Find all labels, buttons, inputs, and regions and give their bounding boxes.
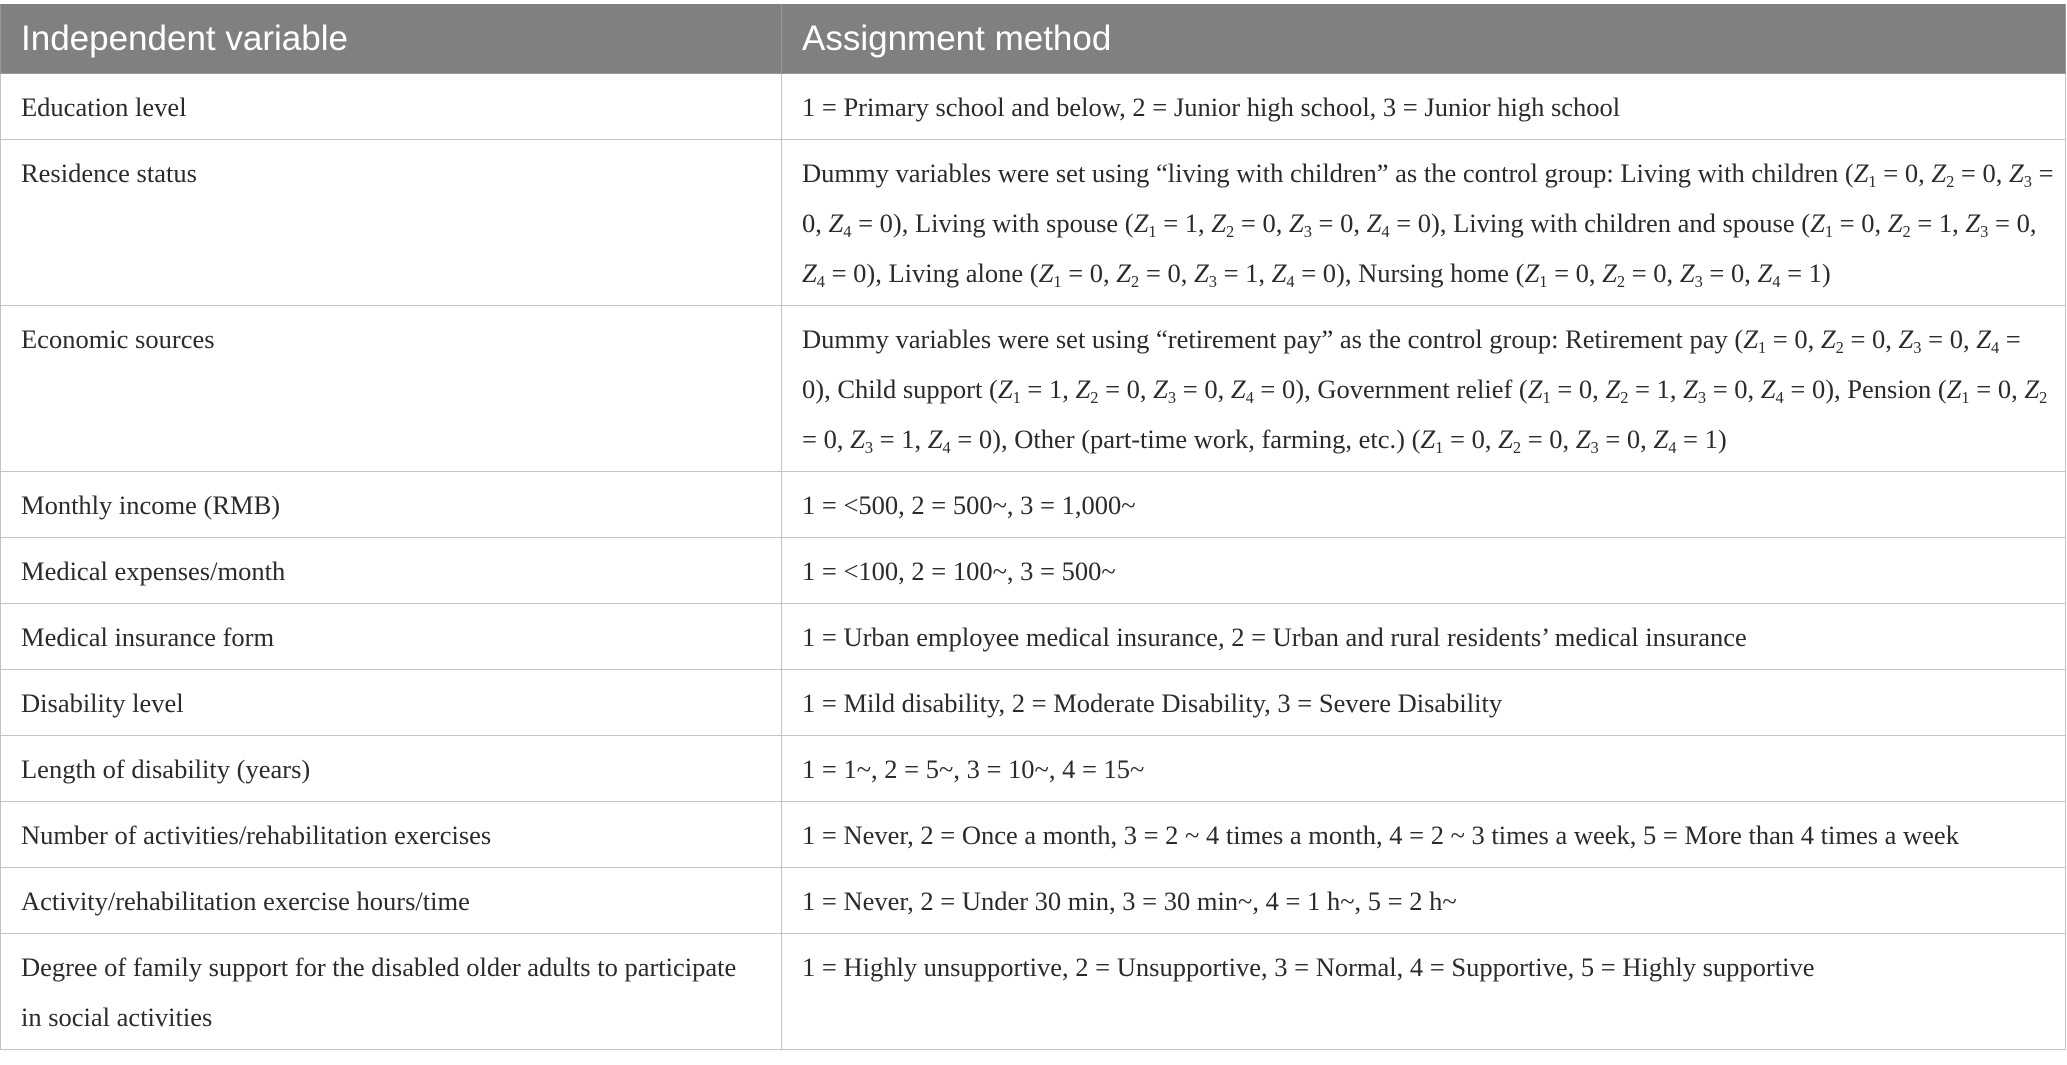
independent-variable-cell: Residence status — [1, 140, 782, 306]
z-variable: $Z_1$ — [1810, 208, 1834, 241]
z-variable: $Z_1$ — [1527, 374, 1551, 407]
z-variable: $Z_4$ — [1760, 374, 1784, 407]
z-variable: $Z_2$ — [1075, 374, 1099, 407]
z-variable: $Z_3$ — [1965, 208, 1989, 241]
assignment-method-cell: 1 = 1~, 2 = 5~, 3 = 10~, 4 = 15~ — [782, 736, 2066, 802]
z-variable: $Z_1$ — [1038, 258, 1062, 291]
table-row — [1, 604, 2066, 670]
z-variable: $Z_1$ — [1524, 258, 1548, 291]
table-row — [1, 74, 2066, 140]
assignment-method-cell: 1 = <500, 2 = 500~, 3 = 1,000~ — [782, 472, 2066, 538]
header-independent-variable: Independent variable — [1, 5, 782, 74]
z-variable: $Z_4$ — [1653, 424, 1677, 457]
z-variable: $Z_1$ — [1853, 158, 1877, 191]
independent-variable-cell: Length of disability (years) — [1, 736, 782, 802]
independent-variable-cell: Number of activities/rehabilitation exercises — [1, 802, 782, 868]
z-variable: $Z_1$ — [1420, 424, 1444, 457]
z-variable: $Z_1$ — [1946, 374, 1970, 407]
table-row — [1, 306, 2066, 472]
independent-variable-cell: Disability level — [1, 670, 782, 736]
z-variable: $Z_3$ — [1193, 258, 1217, 291]
header-assignment-method: Assignment method — [782, 5, 2066, 74]
z-variable: $Z_4$ — [927, 424, 951, 457]
z-variable: $Z_3$ — [2009, 158, 2032, 191]
independent-variable-cell: Medical insurance form — [1, 604, 782, 670]
independent-variable-cell: Medical expenses/month — [1, 538, 782, 604]
table-row — [1, 934, 2066, 1050]
table-body — [1, 74, 2066, 1050]
z-variable: $Z_4$ — [828, 208, 852, 241]
z-variable: $Z_2$ — [1602, 258, 1626, 291]
z-variable: $Z_2$ — [1116, 258, 1140, 291]
header-row — [1, 5, 2066, 74]
z-variable: $Z_1$ — [1743, 324, 1767, 357]
z-variable: $Z_2$ — [1605, 374, 1629, 407]
independent-variable-cell: Economic sources — [1, 306, 782, 472]
table-row — [1, 670, 2066, 736]
assignment-method-cell: 1 = Primary school and below, 2 = Junior high school, 3 = Junior high school — [782, 74, 2066, 140]
z-variable: $Z_4$ — [1271, 258, 1295, 291]
table-row — [1, 802, 2066, 868]
z-variable: $Z_4$ — [1757, 258, 1781, 291]
assignment-method-cell: 1 = Mild disability, 2 = Moderate Disability, 3 = Severe Disability — [782, 670, 2066, 736]
z-variable: $Z_3$ — [1679, 258, 1703, 291]
assignment-method-cell: 1 = Highly unsupportive, 2 = Unsupportive, 3 = Normal, 4 = Supportive, 5 = Highly supportive — [782, 934, 2066, 1050]
independent-variable-cell: Degree of family support for the disabled older adults to participate in social activities — [1, 934, 782, 1050]
table-row — [1, 472, 2066, 538]
z-variable: $Z_3$ — [1898, 324, 1922, 357]
assignment-method-cell: 1 = <100, 2 = 100~, 3 = 500~ — [782, 538, 2066, 604]
z-variable: $Z_4$ — [802, 258, 825, 291]
z-variable: $Z_1$ — [997, 374, 1021, 407]
assignment-method-cell: Dummy variables were set using “living with children” as the control group: Living with children ($Z_1 = 0$, $Z_2 = 0$, $Z_3 = 0$, $Z_4 = 0$), Living with spouse ($Z_1 = 1$, $Z_2 = 0$, $Z_3 = 0$, $Z_4 = 0$), Living with children and spouse ($Z_1 = 0$, $Z_2 = 1$, $Z_3 = 0$, $Z_4 = 0$), Living alone ($Z_1 = 0$, $Z_2 = 0$, $Z_3 = 1$, $Z_4 = 0$), Nursing home ($Z_1 = 0$, $Z_2 = 0$, $Z_3 = 0$, $Z_4 = 1$) — [782, 140, 2066, 306]
z-variable: $Z_4$ — [1230, 374, 1254, 407]
table-row — [1, 140, 2066, 306]
z-variable: $Z_2$ — [2024, 374, 2048, 407]
assignment-method-cell: 1 = Never, 2 = Once a month, 3 = 2 ~ 4 times a month, 4 = 2 ~ 3 times a week, 5 = More than 4 times a week — [782, 802, 2066, 868]
independent-variable-cell: Monthly income (RMB) — [1, 472, 782, 538]
z-variable: $Z_1$ — [1133, 208, 1157, 241]
z-variable: $Z_2$ — [1931, 158, 1955, 191]
z-variable: $Z_2$ — [1498, 424, 1522, 457]
z-variable: $Z_3$ — [1153, 374, 1177, 407]
z-variable: $Z_4$ — [1976, 324, 2000, 357]
assignment-method-cell: 1 = Urban employee medical insurance, 2 = Urban and rural residents’ medical insurance — [782, 604, 2066, 670]
z-variable: $Z_3$ — [1288, 208, 1312, 241]
independent-variable-cell: Education level — [1, 74, 782, 140]
assignment-method-cell: Dummy variables were set using “retirement pay” as the control group: Retirement pay ($Z_1 = 0$, $Z_2 = 0$, $Z_3 = 0$, $Z_4 = 0$), Child support ($Z_1 = 1$, $Z_2 = 0$, $Z_3 = 0$, $Z_4 = 0$), Government relief ($Z_1 = 0$, $Z_2 = 1$, $Z_3 = 0$, $Z_4 = 0$), Pension ($Z_1 = 0$, $Z_2 = 0$, $Z_3 = 1$, $Z_4 = 0$), Other (part-time work, farming, etc.) ($Z_1 = 0$, $Z_2 = 0$, $Z_3 = 0$, $Z_4 = 1$) — [782, 306, 2066, 472]
z-variable: $Z_2$ — [1820, 324, 1844, 357]
variables-table — [0, 4, 2066, 1050]
independent-variable-cell: Activity/rehabilitation exercise hours/time — [1, 868, 782, 934]
table-row — [1, 868, 2066, 934]
table-row — [1, 736, 2066, 802]
z-variable: $Z_3$ — [850, 424, 874, 457]
z-variable: $Z_3$ — [1683, 374, 1707, 407]
table-row — [1, 538, 2066, 604]
assignment-method-cell: 1 = Never, 2 = Under 30 min, 3 = 30 min~, 4 = 1 h~, 5 = 2 h~ — [782, 868, 2066, 934]
z-variable: $Z_4$ — [1366, 208, 1390, 241]
z-variable: $Z_2$ — [1887, 208, 1911, 241]
z-variable: $Z_3$ — [1575, 424, 1599, 457]
z-variable: $Z_2$ — [1211, 208, 1235, 241]
